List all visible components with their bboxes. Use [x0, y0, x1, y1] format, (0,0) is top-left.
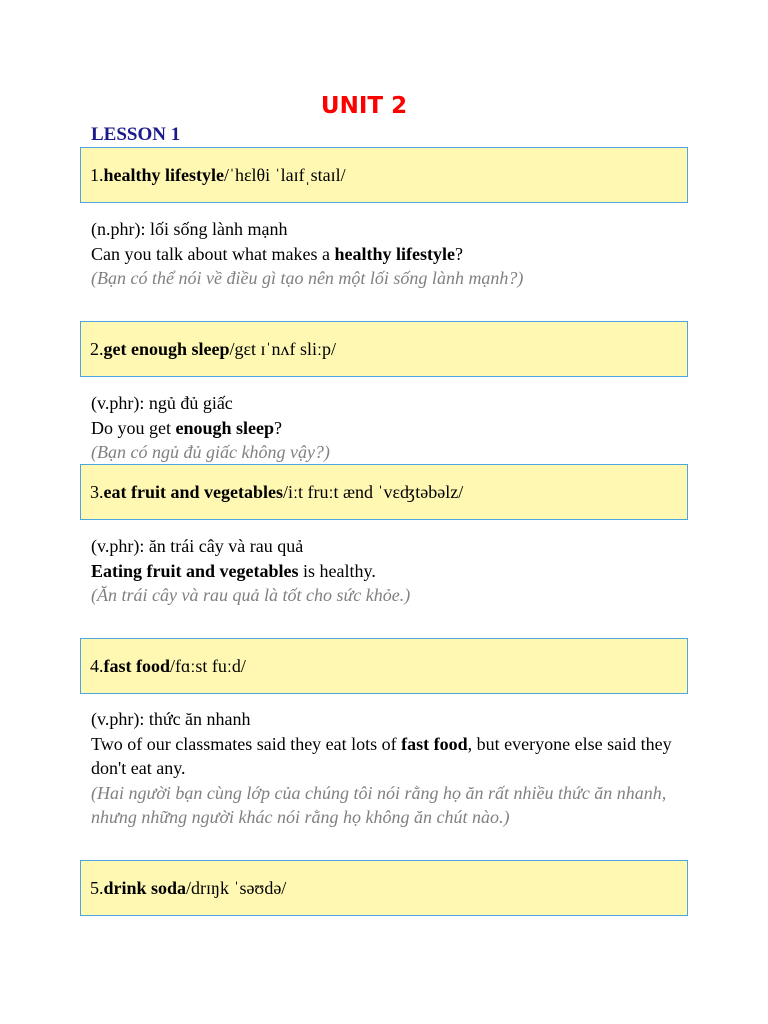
vocab-box-3: [80, 464, 688, 520]
vocab-entry-4: [91, 707, 681, 830]
vocab-entry-1: [91, 217, 681, 291]
lesson-heading: LESSON 1: [91, 124, 181, 145]
vocab-box-2: [80, 321, 688, 377]
vocab-ipa: /fɑːst fuːd/: [170, 655, 246, 676]
example-translation: (Hai người bạn cùng lớp của chúng tôi nói rằng họ ăn rất nhiều thức ăn nhanh, nhưng những người khác nói rằng họ không ăn chút nào.): [91, 782, 667, 827]
vocab-term: get enough sleep: [103, 338, 230, 359]
example-translation: (Bạn có thể nói về điều gì tạo nên một lối sống lành mạnh?): [91, 268, 524, 288]
vocab-entry-2: [91, 391, 681, 465]
example-sentence: Eating fruit and vegetables is healthy.: [91, 560, 376, 581]
pos-meaning: (v.phr): ngủ đủ giấc: [91, 393, 233, 413]
vocab-number: 5.: [90, 877, 104, 898]
vocab-box-5: [80, 860, 688, 916]
vocab-term: eat fruit and vegetables: [103, 481, 283, 502]
vocab-box-4: [80, 638, 688, 694]
vocab-ipa: /iːt fruːt ænd ˈvɛʤtəbəlz/: [282, 481, 464, 502]
vocab-ipa: /drɪŋk ˈsəʊdə/: [186, 877, 287, 898]
page-title: UNIT 2: [320, 93, 408, 119]
example-sentence: Do you get enough sleep?: [91, 417, 283, 438]
example-sentence: Two of our classmates said they eat lots of fast food, but everyone else said they don't eat any.: [91, 733, 672, 778]
pos-meaning: (v.phr): thức ăn nhanh: [91, 709, 251, 729]
example-translation: (Ăn trái cây và rau quả là tốt cho sức khỏe.): [91, 585, 411, 605]
vocab-number: 1.: [90, 164, 104, 185]
vocab-term: healthy lifestyle: [103, 164, 224, 185]
vocab-term: drink soda: [103, 877, 187, 898]
example-sentence: Can you talk about what makes a healthy lifestyle?: [91, 243, 463, 264]
vocab-ipa: /gɛt ɪˈnʌf sliːp/: [229, 338, 337, 359]
vocab-entry-3: [91, 534, 681, 608]
vocab-number: 2.: [90, 338, 104, 359]
example-translation: (Bạn có ngủ đủ giấc không vậy?): [91, 442, 330, 462]
vocab-ipa: /ˈhɛlθi ˈlaɪfˌstaɪl/: [223, 164, 346, 185]
pos-meaning: (v.phr): ăn trái cây và rau quả: [91, 536, 304, 556]
vocab-box-1: [80, 147, 688, 203]
vocab-number: 3.: [90, 481, 104, 502]
pos-meaning: (n.phr): lối sống lành mạnh: [91, 219, 288, 239]
vocab-term: fast food: [103, 655, 170, 676]
vocab-number: 4.: [90, 655, 104, 676]
